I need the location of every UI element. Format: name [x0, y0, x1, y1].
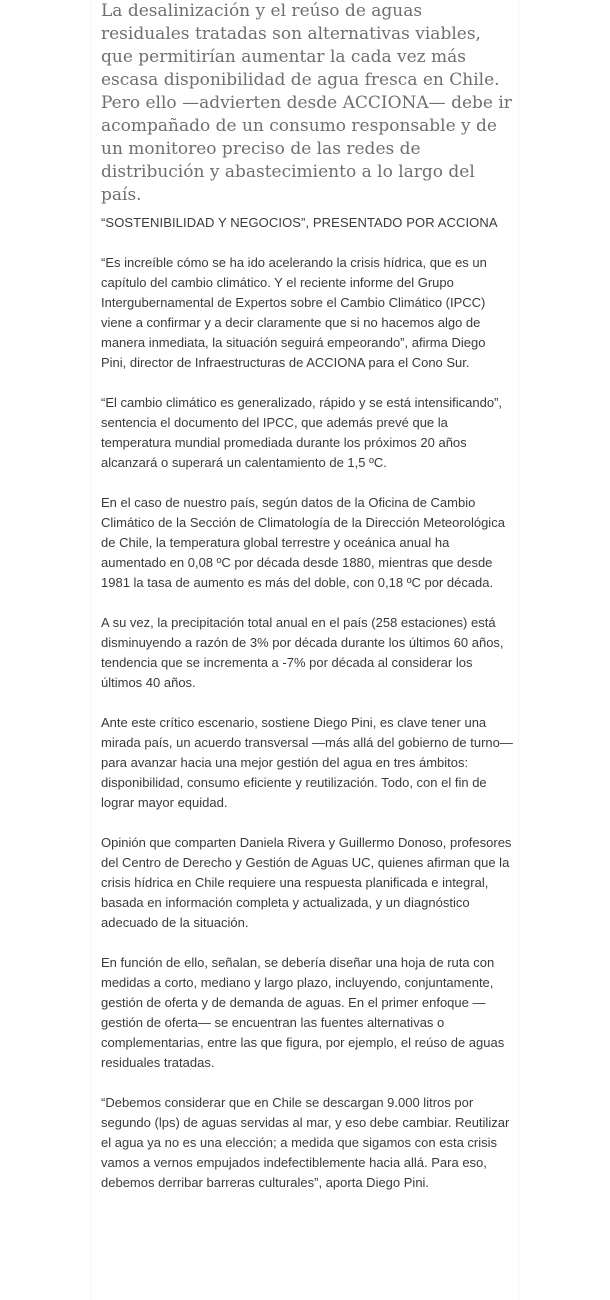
paragraph-7: En función de ello, señalan, se debería diseñar una hoja de ruta con medidas a corto, mediano y largo plazo, incluyendo, conjuntamente, gestión de oferta y de demanda de aguas. En el primer enfoque —gestión de oferta— se encuentran las fuentes alternativas o complementarias, entre las que figura, por ejemplo, el reúso de aguas residuales tratadas.	[101, 955, 505, 1070]
article-content	[101, 213, 513, 1213]
article-lead: La desalinización y el reúso de aguas residuales tratadas son alternativas viables, que permitirían aumentar la cada vez más escasa disponibilidad de agua fresca en Chile. Pero ello —advierten desde ACCIONA— debe ir acompañado de un consumo responsable y de un monitoreo preciso de las redes de distribución y abastecimiento a lo largo del país.	[101, 1, 512, 205]
paragraph-1: “Es increíble cómo se ha ido acelerando la crisis hídrica, que es un capítulo del cambio climático. Y el reciente informe del Grupo Intergubernamental de Expertos sobre el Cambio Climático (IPCC) viene a confirmar y a decir claramente que si no hacemos algo de manera inmediata, la situación seguirá empeorando”, afirma Diego Pini, director de Infraestructuras de ACCIONA para el Cono Sur.	[101, 255, 487, 370]
paragraph-2: “El cambio climático es generalizado, rápido y se está intensificando”, sentencia el documento del IPCC, que además prevé que la temperatura mundial promediada durante los próximos 20 años alcanzará o superará un calentamiento de 1,5 ºC.	[101, 395, 503, 470]
paragraph-4: A su vez, la precipitación total anual en el país (258 estaciones) está disminuyendo a razón de 3% por década durante los últimos 60 años, tendencia que se incrementa a -7% por década al considerar los últimos 40 años.	[101, 615, 504, 690]
paragraph-3: En el caso de nuestro país, según datos de la Oficina de Cambio Climático de la Sección de Climatología de la Dirección Meteorológica de Chile, la temperatura global terrestre y oceánica anual ha aumentado en 0,08 ºC por década desde 1880, mientras que desde 1981 la tasa de aumento es más del doble, con 0,18 ºC por década.	[101, 495, 505, 590]
paragraph-8: “Debemos considerar que en Chile se descargan 9.000 litros por segundo (lps) de aguas servidas al mar, y eso debe cambiar. Reutilizar el agua ya no es una elección; a medida que sigamos con esta crisis vamos a vernos empujados indefectiblemente hacia allá. Para eso, debemos derribar barreras culturales”, aporta Diego Pini.	[101, 1095, 510, 1190]
paragraph-6: Opinión que comparten Daniela Rivera y Guillermo Donoso, profesores del Centro de Derecho y Gestión de Aguas UC, quienes afirman que la crisis hídrica en Chile requiere una respuesta planificada e integral, basada en información completa y actualizada, y un diagnóstico adecuado de la situación.	[101, 835, 512, 930]
paragraph-5: Ante este crítico escenario, sostiene Diego Pini, es clave tener una mirada país, un acuerdo transversal —más allá del gobierno de turno— para avanzar hacia una mejor gestión del agua en tres ámbitos: disponibilidad, consumo eficiente y reutilización. Todo, con el fin de lograr mayor equidad.	[101, 715, 513, 810]
article-kicker: “SOSTENIBILIDAD Y NEGOCIOS”, PRESENTADO POR ACCIONA	[101, 215, 498, 230]
